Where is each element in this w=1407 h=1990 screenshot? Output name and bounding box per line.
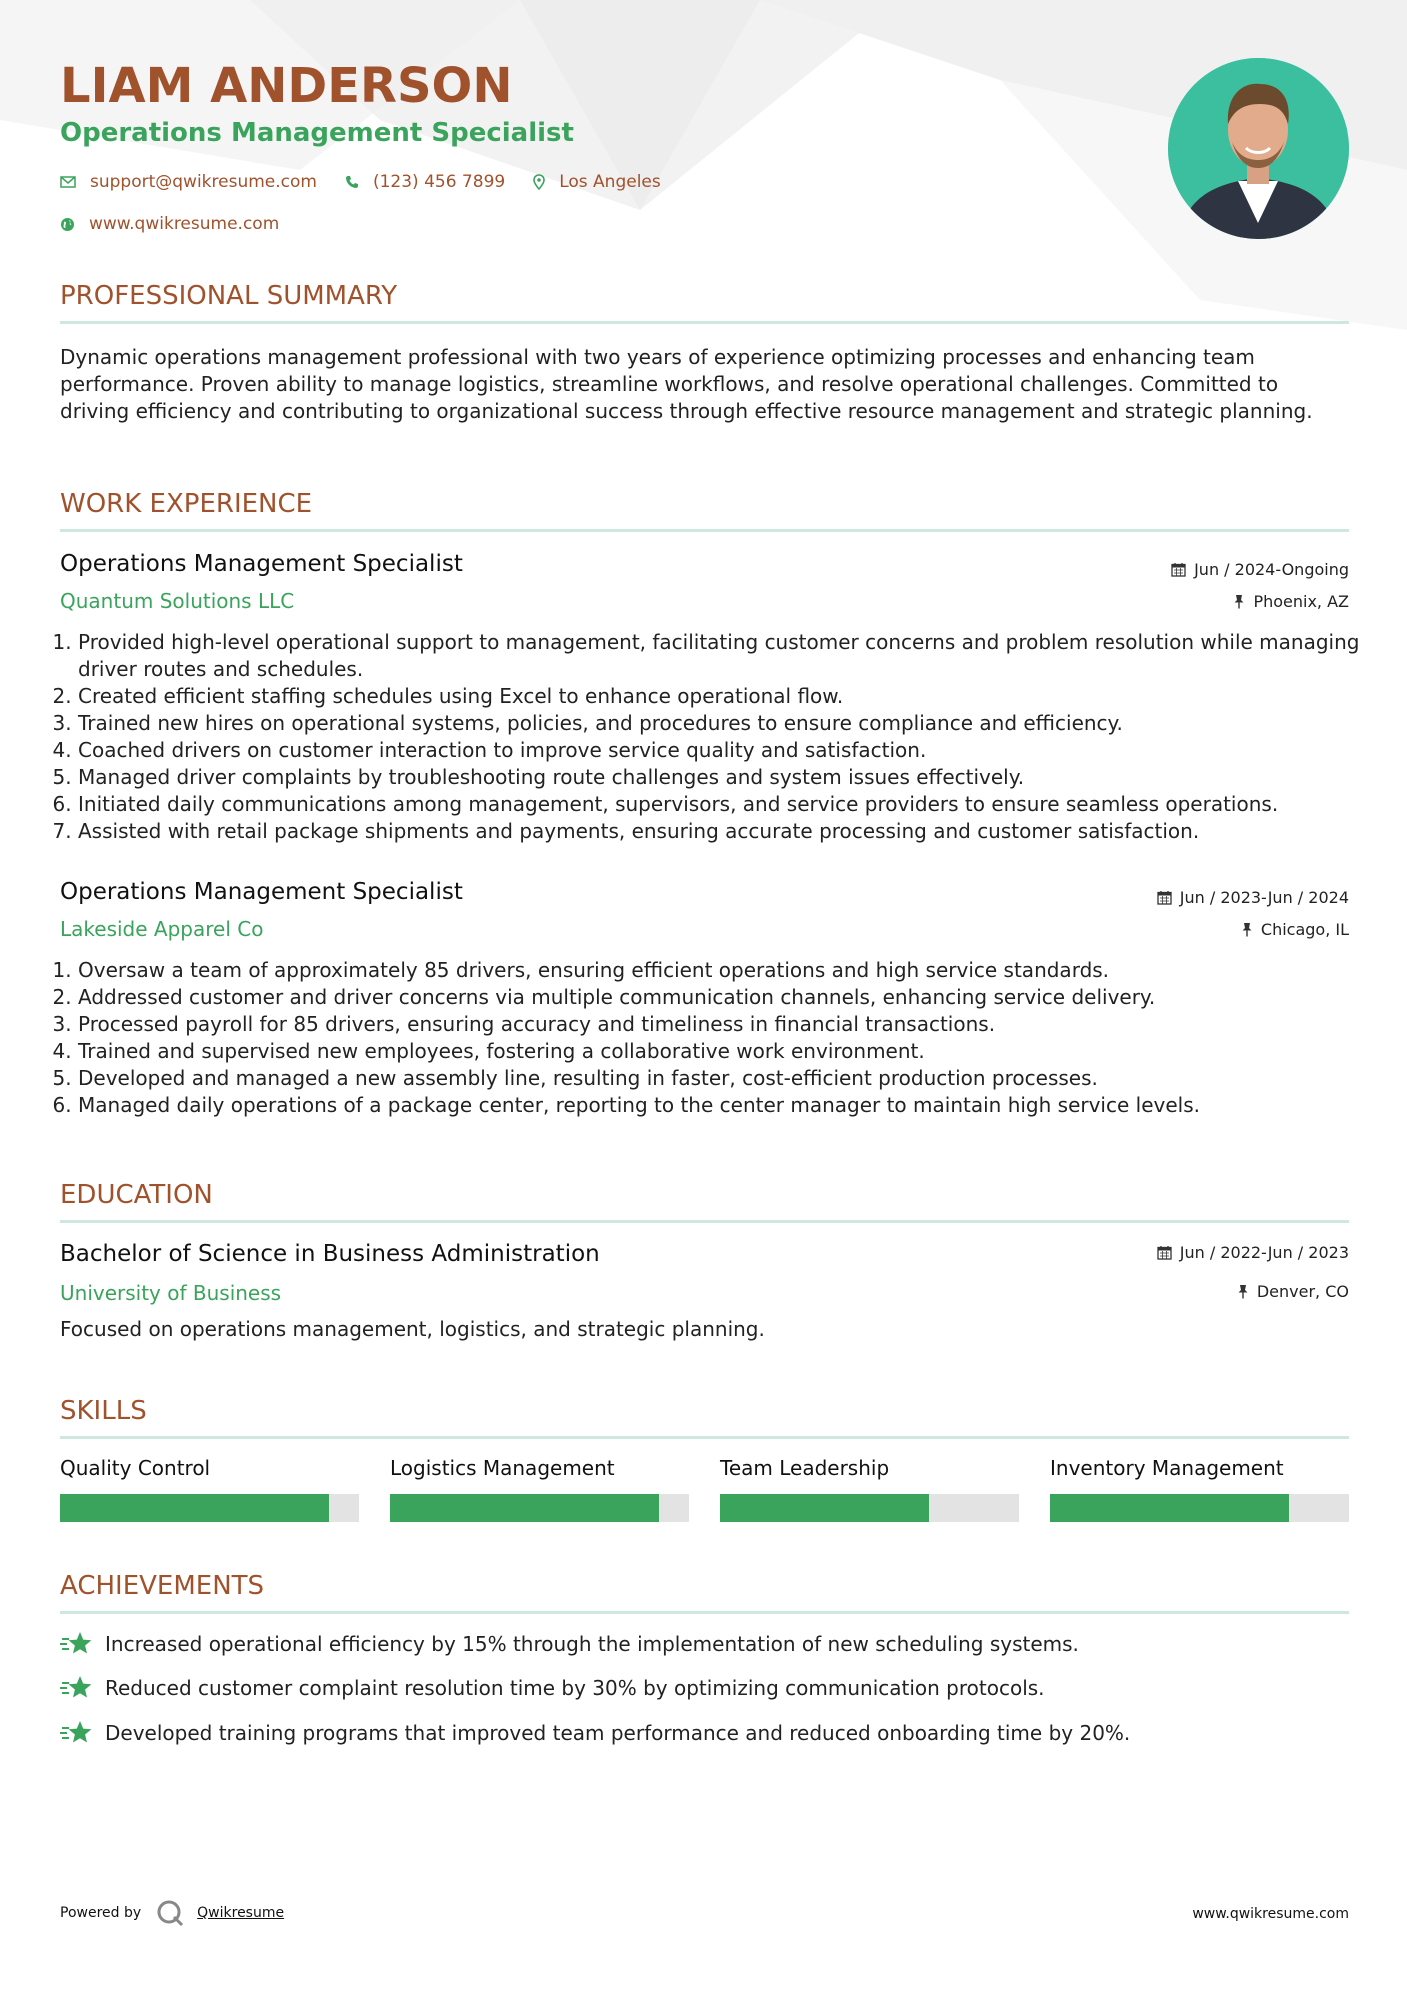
- achievement-item: [60, 1720, 1130, 1746]
- skill-label: Inventory Management: [1050, 1456, 1284, 1480]
- job-responsibilities: [60, 629, 1367, 845]
- skill-label: Quality Control: [60, 1456, 211, 1480]
- degree-title: Bachelor of Science in Business Administration: [60, 1241, 600, 1267]
- section-divider: [60, 321, 1349, 324]
- list-item: 4. Trained and supervised new employees, fostering a collaborative work environment.: [78, 1038, 1367, 1065]
- star-icon: [60, 1720, 93, 1746]
- calendar-icon: [1171, 562, 1186, 577]
- list-item: 6. Managed daily operations of a package center, reporting to the center manager to maintain high service levels.: [78, 1092, 1367, 1119]
- candidate-name: LIAM ANDERSON: [60, 58, 513, 114]
- section-divider: [60, 1611, 1349, 1614]
- powered-by-text: Powered by: [60, 1905, 142, 1921]
- contact-email[interactable]: [60, 172, 317, 192]
- company-name: Lakeside Apparel Co: [60, 917, 264, 941]
- footer-website[interactable]: www.qwikresume.com: [1192, 1906, 1349, 1922]
- achievement-text: Developed training programs that improved team performance and reduced onboarding time by 20%.: [105, 1721, 1131, 1745]
- list-item: 2. Addressed customer and driver concerns via multiple communication channels, enhancing service delivery.: [78, 984, 1367, 1011]
- skill-bar-fill: [390, 1494, 659, 1522]
- section-title-skills: SKILLS: [60, 1396, 147, 1426]
- skill-item: [60, 1456, 359, 1486]
- achievement-text: Reduced customer complaint resolution time by 30% by optimizing communication protocols.: [105, 1676, 1045, 1700]
- calendar-icon: [1157, 890, 1172, 905]
- star-icon: [60, 1631, 93, 1657]
- list-item: 6. Initiated daily communications among management, supervisors, and service providers to ensure seamless operations.: [78, 791, 1367, 818]
- education-date: [1157, 1243, 1349, 1262]
- section-divider: [60, 529, 1349, 532]
- profile-photo: [1168, 58, 1349, 239]
- skill-bar-fill: [1050, 1494, 1289, 1522]
- achievement-item: [60, 1631, 1079, 1657]
- star-icon: [60, 1675, 93, 1701]
- company-name: Quantum Solutions LLC: [60, 589, 295, 613]
- list-item: 2. Created efficient staffing schedules using Excel to enhance operational flow.: [78, 683, 1367, 710]
- skill-bar-track: [1050, 1494, 1349, 1522]
- section-divider: [60, 1436, 1349, 1439]
- job-date: [1157, 888, 1349, 907]
- candidate-title: Operations Management Specialist: [60, 118, 574, 148]
- skill-bar-fill: [720, 1494, 929, 1522]
- calendar-icon: [1157, 1245, 1172, 1260]
- list-item: 1. Provided high-level operational support to management, facilitating customer concerns and problem resolution while managing driver routes and schedules.: [78, 629, 1367, 683]
- contact-website[interactable]: [60, 214, 279, 234]
- list-item: 4. Coached drivers on customer interaction to improve service quality and satisfaction.: [78, 737, 1367, 764]
- job-location-text: Chicago, IL: [1260, 920, 1349, 939]
- section-divider: [60, 1220, 1349, 1223]
- job-date: [1171, 560, 1349, 579]
- job-responsibilities: [60, 957, 1367, 1119]
- list-item: 5. Developed and managed a new assembly line, resulting in faster, cost-efficient production processes.: [78, 1065, 1367, 1092]
- section-title-summary: PROFESSIONAL SUMMARY: [60, 281, 398, 311]
- envelope-icon: [60, 176, 76, 188]
- qwikresume-logo-icon: [155, 1898, 185, 1928]
- job-date-text: Jun / 2023-Jun / 2024: [1179, 888, 1349, 907]
- footer-powered-by: [60, 1898, 284, 1928]
- contact-row-primary: [60, 172, 689, 192]
- job-date-text: Jun / 2024-Ongoing: [1194, 560, 1349, 579]
- section-title-experience: WORK EXPERIENCE: [60, 489, 313, 519]
- contact-phone[interactable]: [345, 172, 505, 192]
- phone-text: (123) 456 7899: [372, 172, 506, 192]
- skill-bar-track: [60, 1494, 359, 1522]
- skill-label: Logistics Management: [390, 1456, 615, 1480]
- phone-icon: [345, 175, 359, 189]
- location-text: Los Angeles: [559, 172, 661, 192]
- education-date-text: Jun / 2022-Jun / 2023: [1179, 1243, 1349, 1262]
- avatar-illustration: [1168, 58, 1349, 239]
- pushpin-icon: [1241, 922, 1253, 937]
- education-location-text: Denver, CO: [1256, 1282, 1349, 1301]
- list-item: 7. Assisted with retail package shipments and payments, ensuring accurate processing and customer satisfaction.: [78, 818, 1367, 845]
- skill-item: [390, 1456, 689, 1486]
- contact-location: [533, 172, 661, 192]
- skill-bar-fill: [60, 1494, 329, 1522]
- education-location: [1237, 1282, 1349, 1301]
- skill-label: Team Leadership: [720, 1456, 890, 1480]
- map-marker-icon: [533, 174, 545, 190]
- job-title: Operations Management Specialist: [60, 551, 463, 577]
- list-item: 3. Processed payroll for 85 drivers, ensuring accuracy and timeliness in financial transactions.: [78, 1011, 1367, 1038]
- skill-bar-track: [390, 1494, 689, 1522]
- contact-row-secondary: [60, 214, 307, 234]
- job-title: Operations Management Specialist: [60, 879, 463, 905]
- section-title-education: EDUCATION: [60, 1180, 213, 1210]
- job-location: [1241, 920, 1349, 939]
- list-item: 1. Oversaw a team of approximately 85 drivers, ensuring efficient operations and high service standards.: [78, 957, 1367, 984]
- achievement-item: [60, 1675, 1045, 1701]
- skill-bar-track: [720, 1494, 1019, 1522]
- list-item: 3. Trained new hires on operational systems, policies, and procedures to ensure compliance and efficiency.: [78, 710, 1367, 737]
- website-text: www.qwikresume.com: [89, 214, 280, 234]
- school-name: University of Business: [60, 1281, 282, 1305]
- job-location-text: Phoenix, AZ: [1253, 592, 1349, 611]
- skill-item: [1050, 1456, 1349, 1486]
- achievement-text: Increased operational efficiency by 15% through the implementation of new scheduling systems.: [105, 1632, 1079, 1656]
- pushpin-icon: [1237, 1284, 1249, 1299]
- skill-item: [720, 1456, 1019, 1486]
- brand-link[interactable]: Qwikresume: [197, 1905, 285, 1921]
- pushpin-icon: [1233, 594, 1245, 609]
- education-description: Focused on operations management, logistics, and strategic planning.: [60, 1317, 765, 1341]
- email-text: support@qwikresume.com: [90, 172, 317, 192]
- job-location: [1233, 592, 1349, 611]
- globe-icon: [60, 217, 75, 232]
- list-item: 5. Managed driver complaints by troubleshooting route challenges and system issues effectively.: [78, 764, 1367, 791]
- section-title-achievements: ACHIEVEMENTS: [60, 1571, 265, 1601]
- summary-text: Dynamic operations management professional with two years of experience optimizing processes and enhancing team performance. Proven ability to manage logistics, streamline workflows, and resolve operational challenges. Committed to driving efficiency and contributing to organizational success through effective resource management and strategic planning.: [60, 345, 1313, 423]
